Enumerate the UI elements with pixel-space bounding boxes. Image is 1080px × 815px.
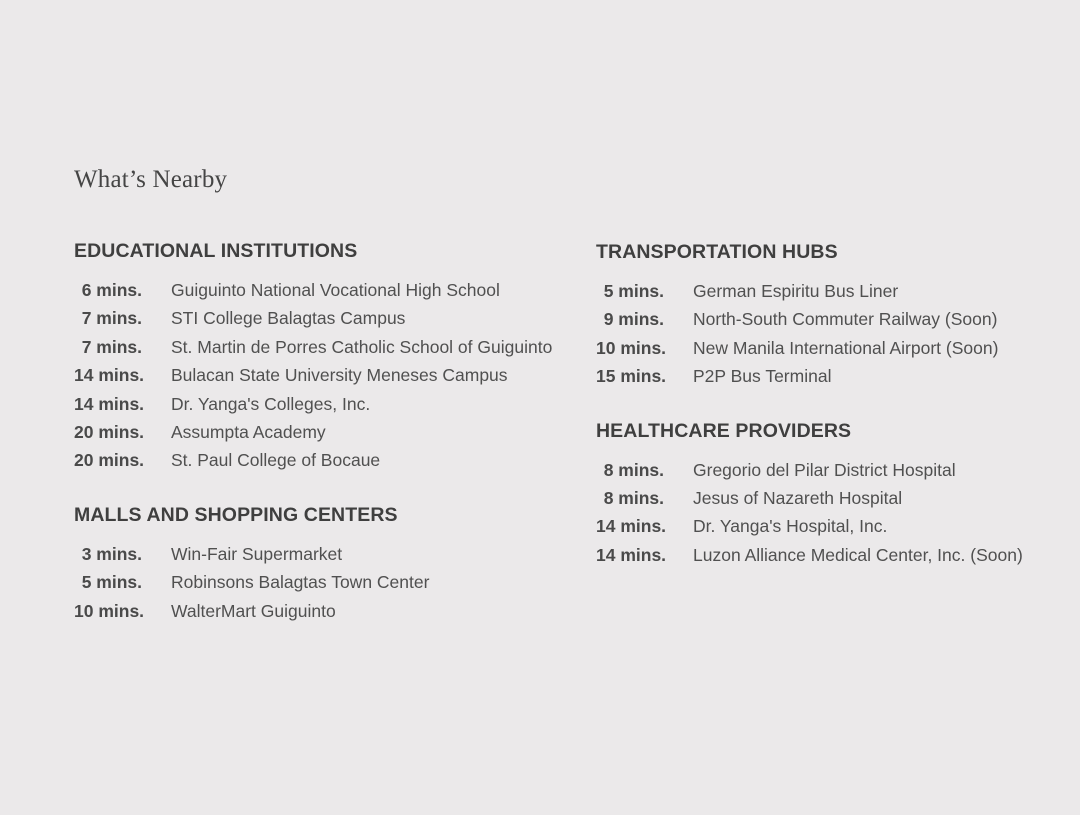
travel-time: 14 mins. (596, 544, 667, 565)
section-healthcare-providers (596, 420, 1056, 574)
travel-time: 5 mins. (81, 572, 142, 593)
list-item (74, 450, 574, 478)
list-item (596, 338, 1056, 366)
travel-time: 6 mins. (81, 280, 142, 300)
place-name: St. Martin de Porres Catholic School of Guiguinto (171, 336, 553, 357)
section-title: MALLS AND SHOPPING CENTERS (74, 503, 398, 526)
section-transportation-hubs (596, 241, 1056, 395)
travel-time: 5 mins. (603, 281, 664, 301)
list-item (596, 281, 1056, 309)
right-column (596, 241, 1056, 598)
place-name: Bulacan State University Meneses Campus (171, 365, 508, 386)
place-name: Dr. Yanga's Colleges, Inc. (171, 393, 371, 414)
section-educational-institutions (74, 240, 574, 479)
list-item (596, 460, 1056, 488)
travel-time: 20 mins. (74, 421, 145, 442)
section-title: HEALTHCARE PROVIDERS (596, 419, 852, 442)
section-title: EDUCATIONAL INSTITUTIONS (74, 240, 358, 262)
list-item (74, 365, 574, 393)
nearby-list (74, 544, 574, 629)
nearby-list (74, 280, 574, 479)
place-name: Luzon Alliance Medical Center, Inc. (Soon) (693, 544, 1023, 565)
place-name: Dr. Yanga's Hospital, Inc. (693, 516, 888, 537)
place-name: Robinsons Balagtas Town Center (171, 572, 430, 593)
list-item (596, 545, 1056, 573)
place-name: German Espiritu Bus Liner (693, 281, 899, 301)
place-name: Assumpta Academy (171, 421, 326, 442)
list-item (74, 572, 574, 600)
list-item (74, 337, 574, 365)
list-item (596, 488, 1056, 516)
travel-time: 20 mins. (74, 450, 145, 471)
travel-time: 7 mins. (81, 308, 142, 329)
nearby-list (596, 281, 1056, 395)
place-name: New Manila International Airport (Soon) (693, 337, 999, 358)
nearby-list (596, 460, 1056, 574)
list-item (74, 308, 574, 336)
place-name: North-South Commuter Railway (Soon) (693, 309, 998, 330)
place-name: Win-Fair Supermarket (171, 543, 343, 564)
travel-time: 15 mins. (596, 366, 667, 387)
list-item (596, 516, 1056, 544)
list-item (74, 422, 574, 450)
section-title: TRANSPORTATION HUBS (596, 241, 838, 263)
section-malls-and-shopping-centers (74, 504, 574, 629)
list-item (74, 544, 574, 572)
travel-time: 10 mins. (596, 337, 667, 358)
travel-time: 8 mins. (603, 487, 664, 508)
travel-time: 14 mins. (596, 516, 667, 537)
left-column (74, 240, 574, 654)
travel-time: 14 mins. (74, 393, 145, 414)
travel-time: 14 mins. (74, 365, 145, 386)
list-item (596, 366, 1056, 394)
place-name: P2P Bus Terminal (693, 366, 832, 387)
list-item (596, 309, 1056, 337)
page-title: What’s Nearby (74, 166, 228, 193)
travel-time: 9 mins. (603, 309, 664, 330)
place-name: WalterMart Guiguinto (171, 600, 336, 621)
place-name: STI College Balagtas Campus (171, 308, 406, 329)
travel-time: 8 mins. (603, 459, 664, 480)
place-name: Jesus of Nazareth Hospital (693, 487, 903, 508)
travel-time: 10 mins. (74, 600, 145, 621)
place-name: Gregorio del Pilar District Hospital (693, 459, 956, 480)
place-name: St. Paul College of Bocaue (171, 450, 381, 471)
list-item (74, 601, 574, 629)
place-name: Guiguinto National Vocational High School (171, 280, 500, 300)
travel-time: 3 mins. (81, 543, 142, 564)
travel-time: 7 mins. (81, 336, 142, 357)
list-item (74, 280, 574, 308)
list-item (74, 394, 574, 422)
